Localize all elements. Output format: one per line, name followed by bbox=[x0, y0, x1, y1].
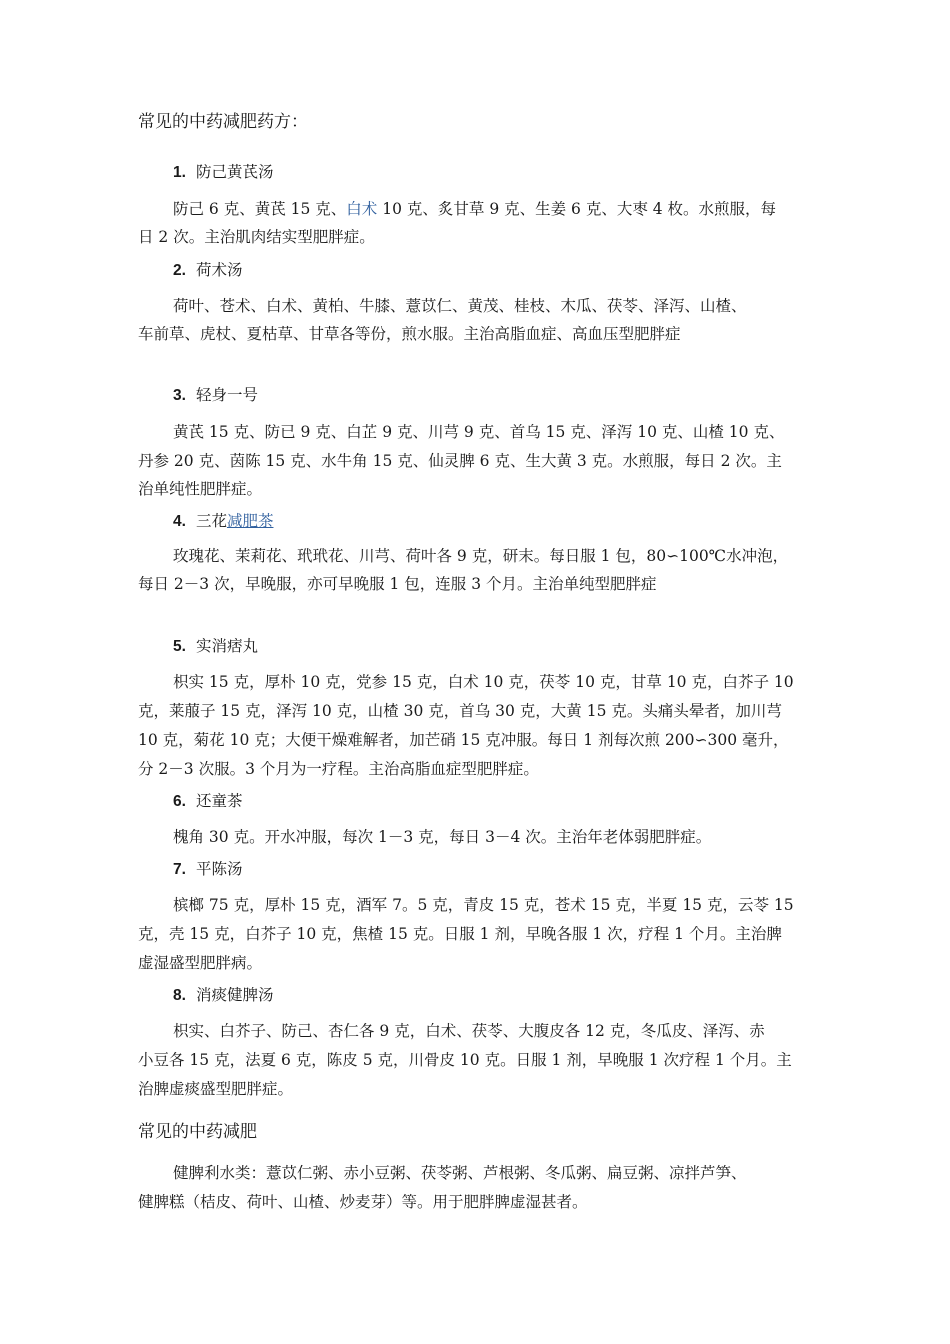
item-heading-7 bbox=[173, 858, 242, 881]
item-body-line: 10 克，菊花 10 克；大便干燥难解者，加芒硝 15 克冲服。每日 1 剂每次煎 200∽300 毫升， bbox=[138, 731, 789, 749]
section-body-line: 健脾利水类：薏苡仁粥、赤小豆粥、茯苓粥、芦根粥、冬瓜粥、扁豆粥、凉拌芦笋、 bbox=[173, 1164, 747, 1182]
item-name: 荷术汤 bbox=[195, 261, 243, 279]
item-number: 4. bbox=[173, 513, 186, 530]
item-body-line: 车前草、虎杖、夏枯草、甘草各等份，煎水服。主治高脂血症、高血压型肥胖症 bbox=[138, 325, 681, 343]
section-body-line: 健脾糕（桔皮、荷叶、山楂、炒麦芽）等。用于肥胖脾虚湿甚者。 bbox=[138, 1193, 588, 1211]
item-number: 7. bbox=[173, 861, 186, 878]
item-name: 轻身一号 bbox=[195, 386, 258, 404]
item-body-line: 枳实 15 克，厚朴 10 克，党参 15 克，白术 10 克，茯苓 10 克，甘草 10 克，白芥子 10 bbox=[173, 673, 794, 691]
item-name-link[interactable]: 减肥茶 bbox=[226, 512, 274, 530]
item-body-line: 槐角 30 克。开水冲服，每次 1－3 克，每日 3－4 次。主治年老体弱肥胖症。 bbox=[173, 828, 712, 846]
item-name: 三花 bbox=[195, 512, 227, 530]
item-body-line: 每日 2－3 次，早晚服，亦可早晚服 1 包，连服 3 个月。主治单纯型肥胖症 bbox=[138, 575, 657, 593]
item-body-line: 虚湿盛型肥胖病。 bbox=[138, 954, 263, 972]
item-heading-6 bbox=[173, 790, 242, 813]
item-name: 实消痞丸 bbox=[195, 637, 258, 655]
item-heading-1 bbox=[173, 161, 273, 184]
item-body-line: 克，莱菔子 15 克，泽泻 10 克，山楂 30 克，首乌 30 克，大黄 15 克。头痛头晕者，加川芎 bbox=[138, 702, 782, 720]
item-body-line: 分 2－3 次服。3 个月为一疗程。主治高脂血症型肥胖症。 bbox=[138, 760, 539, 778]
item-name: 平陈汤 bbox=[195, 860, 243, 878]
text-segment: 防己 6 克、黄芪 15 克、 bbox=[173, 200, 347, 218]
item-number: 1. bbox=[173, 164, 186, 181]
item-number: 5. bbox=[173, 638, 186, 655]
section-title-formulas: 常见的中药减肥药方： bbox=[138, 112, 308, 132]
item-heading-8 bbox=[173, 984, 273, 1007]
item-number: 6. bbox=[173, 793, 186, 810]
item-body-line: 克，壳 15 克，白芥子 10 克，焦楂 15 克。日服 1 剂，早晚各服 1 次，疗程 1 个月。主治脾 bbox=[138, 925, 782, 943]
item-body-line: 荷叶、苍术、白术、黄柏、牛膝、薏苡仁、黄茂、桂枝、木瓜、茯苓、泽泻、山楂、 bbox=[173, 297, 747, 315]
item-body-line: 槟榔 75 克，厚朴 15 克，酒军 7。5 克，青皮 15 克，苍术 15 克，半夏 15 克，云苓 15 bbox=[173, 896, 794, 914]
highlighted-term: 白术 bbox=[346, 200, 378, 218]
item-name: 消痰健脾汤 bbox=[195, 986, 274, 1004]
item-body-line bbox=[173, 198, 776, 220]
item-body-line: 玫瑰花、茉莉花、玳玳花、川芎、荷叶各 9 克，研末。每日服 1 包，80∽100℃水冲泡， bbox=[173, 547, 789, 565]
item-body-line: 黄芪 15 克、防已 9 克、白芷 9 克、川芎 9 克、首乌 15 克、泽泻 10 克、山楂 10 克、 bbox=[173, 423, 785, 441]
item-number: 8. bbox=[173, 987, 186, 1004]
item-number: 2. bbox=[173, 262, 186, 279]
item-heading-5 bbox=[173, 635, 258, 658]
item-body-line: 日 2 次。主治肌肉结实型肥胖症。 bbox=[138, 228, 375, 246]
item-body-line: 丹参 20 克、茵陈 15 克、水牛角 15 克、仙灵脾 6 克、生大黄 3 克。水煎服，每日 2 次。主 bbox=[138, 452, 782, 470]
section-title-common: 常见的中药减肥 bbox=[138, 1122, 257, 1142]
item-name: 防己黄芪汤 bbox=[195, 163, 274, 181]
item-heading-2 bbox=[173, 259, 242, 282]
item-body-line: 治脾虚痰盛型肥胖症。 bbox=[138, 1080, 294, 1098]
item-body-line: 治单纯性肥胖症。 bbox=[138, 480, 263, 498]
item-number: 3. bbox=[173, 387, 186, 404]
item-body-line: 小豆各 15 克，法夏 6 克，陈皮 5 克，川骨皮 10 克。日服 1 剂，早晚服 1 次疗程 1 个月。主 bbox=[138, 1051, 792, 1069]
item-body-line: 枳实、白芥子、防己、杏仁各 9 克，白术、茯苓、大腹皮各 12 克，冬瓜皮、泽泻、赤 bbox=[173, 1022, 765, 1040]
item-name: 还童茶 bbox=[195, 792, 243, 810]
item-heading-4 bbox=[173, 510, 273, 533]
text-segment: 10 克、炙甘草 9 克、生姜 6 克、大枣 4 枚。水煎服，每 bbox=[377, 200, 777, 218]
item-heading-3 bbox=[173, 384, 258, 407]
